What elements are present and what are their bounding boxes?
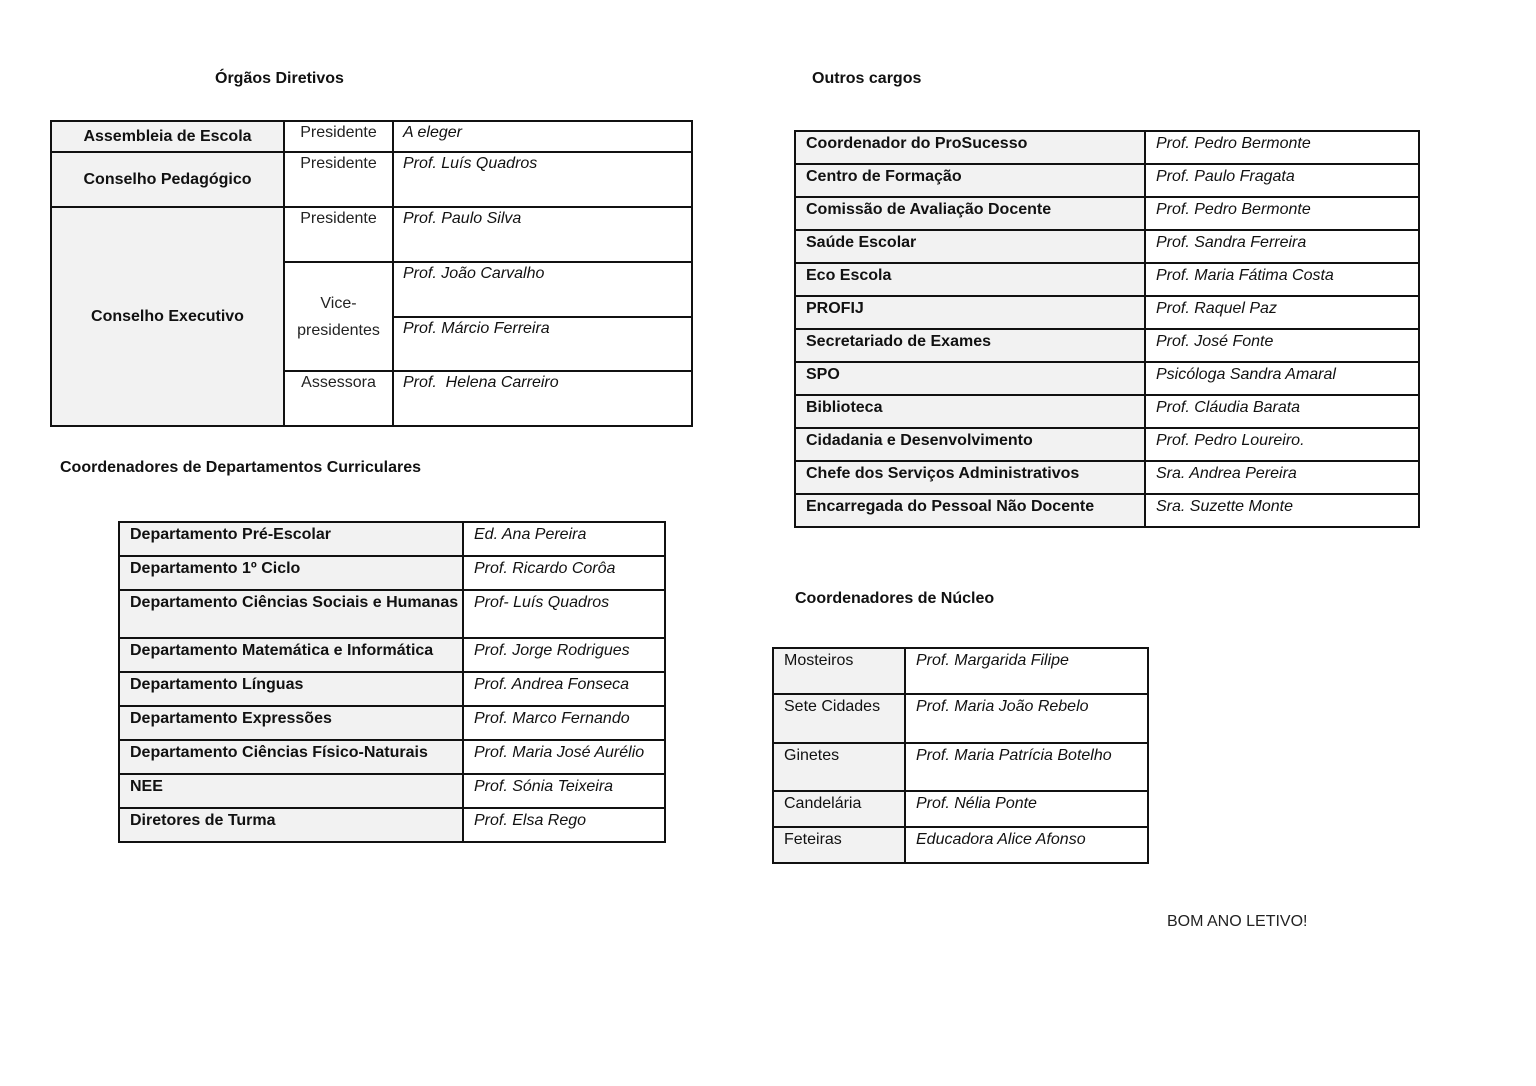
table-row: [119, 638, 665, 672]
table-row: [773, 827, 1148, 863]
assembleia-label: Assembleia de Escola: [51, 121, 284, 152]
outros-table: [794, 130, 1420, 528]
table-row: [773, 743, 1148, 791]
row-label: Cidadania e Desenvolvimento: [795, 428, 1145, 461]
table-row: [795, 164, 1419, 197]
row-name: Ed. Ana Pereira: [463, 522, 665, 556]
pedagogico-name: Prof. Luís Quadros: [393, 152, 692, 207]
executivo-presidente-name: Prof. Paulo Silva: [393, 207, 692, 262]
row-name: Prof. Ricardo Corôa: [463, 556, 665, 590]
row-name: Prof. Andrea Fonseca: [463, 672, 665, 706]
table-row: [795, 230, 1419, 263]
row-label: Departamento Línguas: [119, 672, 463, 706]
table-row: [119, 672, 665, 706]
row-label: Departamento Ciências Físico-Naturais: [119, 740, 463, 774]
row-label: SPO: [795, 362, 1145, 395]
row-label: Encarregada do Pessoal Não Docente: [795, 494, 1145, 527]
nucleo-title: Coordenadores de Núcleo: [795, 590, 995, 607]
table-row: [795, 131, 1419, 164]
row-name: Prof. Jorge Rodrigues: [463, 638, 665, 672]
footer-message: BOM ANO LETIVO!: [1167, 913, 1308, 930]
row-name: Prof. Paulo Fragata: [1145, 164, 1419, 197]
table-row: [773, 648, 1148, 694]
executivo-assessora-role: Assessora: [284, 371, 393, 426]
table-row: [795, 263, 1419, 296]
row-label: NEE: [119, 774, 463, 808]
row-name: Prof. Nélia Ponte: [905, 791, 1148, 827]
row-label: Departamento Pré-Escolar: [119, 522, 463, 556]
row-name: Psicóloga Sandra Amaral: [1145, 362, 1419, 395]
table-row: [119, 706, 665, 740]
row-name: Prof. Sónia Teixeira: [463, 774, 665, 808]
row-name: Prof. José Fonte: [1145, 329, 1419, 362]
table-row: [119, 808, 665, 842]
row-name: Prof. Pedro Loureiro.: [1145, 428, 1419, 461]
row-name: Educadora Alice Afonso: [905, 827, 1148, 863]
row-label: Departamento Expressões: [119, 706, 463, 740]
row-label: Secretariado de Exames: [795, 329, 1145, 362]
row-label: Diretores de Turma: [119, 808, 463, 842]
row-label: Feteiras: [773, 827, 905, 863]
row-label: Saúde Escolar: [795, 230, 1145, 263]
row-name: Prof. Marco Fernando: [463, 706, 665, 740]
table-row: [773, 694, 1148, 743]
executivo-presidente-role: Presidente: [284, 207, 393, 262]
row-name: Prof- Luís Quadros: [463, 590, 665, 638]
row-name: Sra. Andrea Pereira: [1145, 461, 1419, 494]
assembleia-name: A eleger: [393, 121, 692, 152]
row-name: Prof. Pedro Bermonte: [1145, 131, 1419, 164]
executivo-vice-name-2: Prof. Márcio Ferreira: [393, 317, 692, 371]
executivo-assessora-name: Prof. Helena Carreiro: [393, 371, 692, 426]
executivo-vice-name-1: Prof. João Carvalho: [393, 262, 692, 317]
row-name: Prof. Cláudia Barata: [1145, 395, 1419, 428]
row-name: Prof. Maria Fátima Costa: [1145, 263, 1419, 296]
table-row: [795, 428, 1419, 461]
table-row: [795, 362, 1419, 395]
assembleia-role: Presidente: [284, 121, 393, 152]
row-name: Prof. Elsa Rego: [463, 808, 665, 842]
row-name: Prof. Sandra Ferreira: [1145, 230, 1419, 263]
row-label: Departamento 1º Ciclo: [119, 556, 463, 590]
row-name: Prof. Raquel Paz: [1145, 296, 1419, 329]
table-row: [119, 522, 665, 556]
table-row: [119, 774, 665, 808]
table-row: [119, 740, 665, 774]
row-name: Prof. Maria José Aurélio: [463, 740, 665, 774]
executivo-label: Conselho Executivo: [51, 207, 284, 426]
row-name: Sra. Suzette Monte: [1145, 494, 1419, 527]
row-name: Prof. Maria Patrícia Botelho: [905, 743, 1148, 791]
table-row: [795, 494, 1419, 527]
orgaos-title: Órgãos Diretivos: [215, 70, 344, 87]
table-row: [773, 791, 1148, 827]
table-row: [119, 590, 665, 638]
pedagogico-label: Conselho Pedagógico: [51, 152, 284, 207]
row-label: Biblioteca: [795, 395, 1145, 428]
row-label: Ginetes: [773, 743, 905, 791]
row-label: Chefe dos Serviços Administrativos: [795, 461, 1145, 494]
row-name: Prof. Pedro Bermonte: [1145, 197, 1419, 230]
nucleo-table: [772, 647, 1149, 864]
row-label: Mosteiros: [773, 648, 905, 694]
row-label: Coordenador do ProSucesso: [795, 131, 1145, 164]
table-row: [795, 296, 1419, 329]
row-label: Sete Cidades: [773, 694, 905, 743]
row-label: Eco Escola: [795, 263, 1145, 296]
table-row: [795, 395, 1419, 428]
row-label: Departamento Matemática e Informática: [119, 638, 463, 672]
row-label: Departamento Ciências Sociais e Humanas: [119, 590, 463, 638]
row-label: Centro de Formação: [795, 164, 1145, 197]
departamentos-table: [118, 521, 666, 843]
table-row: [795, 329, 1419, 362]
row-name: Prof. Maria João Rebelo: [905, 694, 1148, 743]
row-label: Candelária: [773, 791, 905, 827]
row-name: Prof. Margarida Filipe: [905, 648, 1148, 694]
pedagogico-role: Presidente: [284, 152, 393, 207]
table-row: [795, 461, 1419, 494]
table-row: [795, 197, 1419, 230]
table-row: [119, 556, 665, 590]
outros-title: Outros cargos: [812, 70, 922, 87]
executivo-vice-role: Vice-presidentes: [284, 262, 393, 371]
orgaos-table: [50, 120, 693, 427]
row-label: PROFIJ: [795, 296, 1145, 329]
departamentos-title: Coordenadores de Departamentos Curriculares: [60, 459, 421, 476]
row-label: Comissão de Avaliação Docente: [795, 197, 1145, 230]
